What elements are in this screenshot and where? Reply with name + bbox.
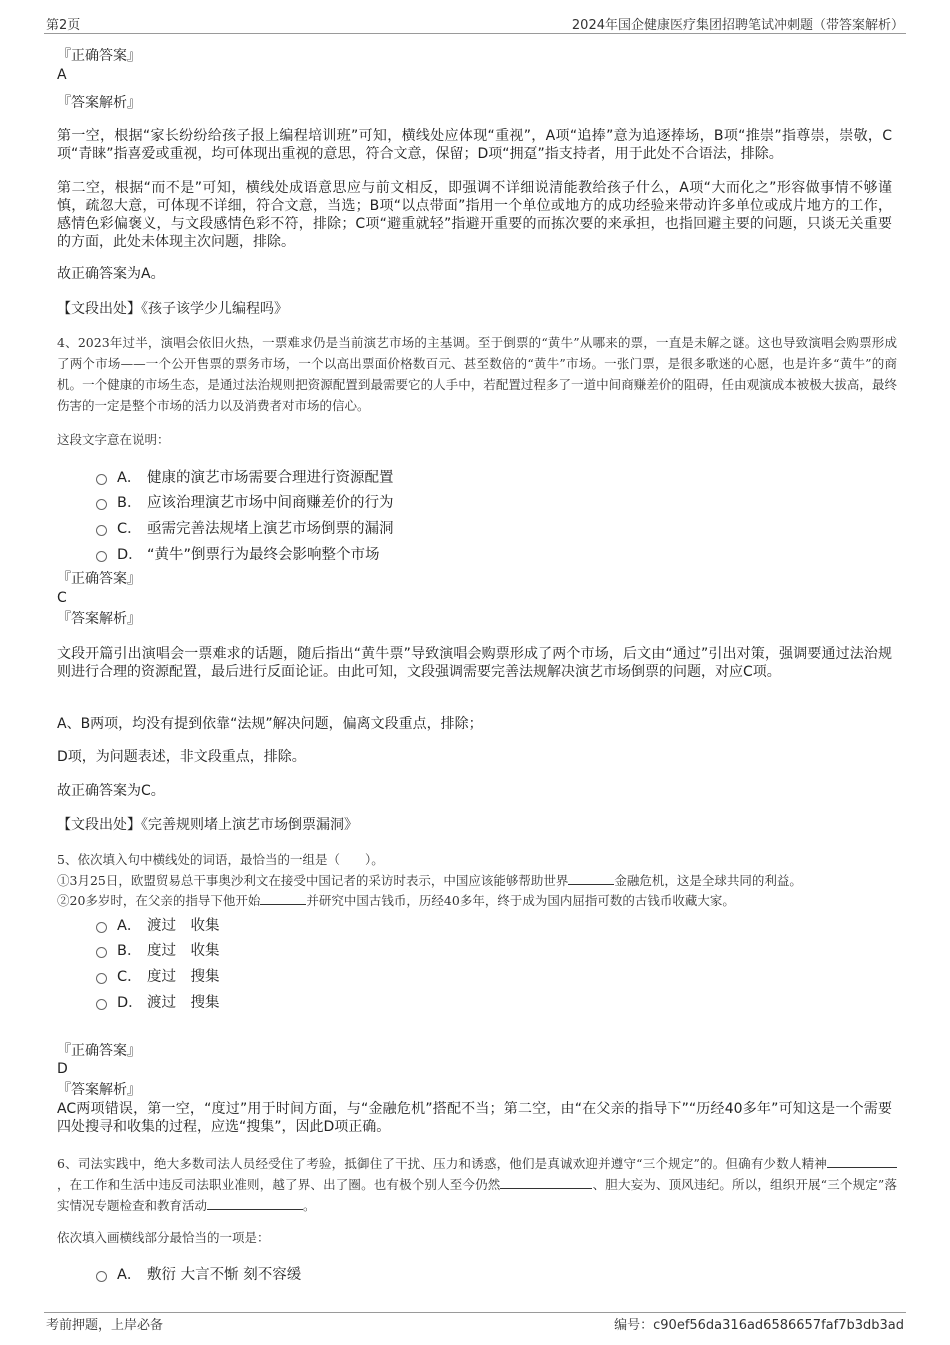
q4-option-b[interactable]: B． 应该治理演艺市场中间商赚差价的行为 <box>96 491 394 512</box>
q3-conclusion: 故正确答案为A。 <box>57 266 165 282</box>
q4-analysis-p2: A、B两项，均没有提到依靠“法规”解决问题，偏离文段重点，排除； <box>57 716 483 732</box>
q4-prompt: 这段文字意在说明： <box>57 432 170 447</box>
radio-icon[interactable] <box>96 525 107 536</box>
q5-analysis-label: 『答案解析』 <box>57 1082 141 1098</box>
radio-icon[interactable] <box>96 551 107 562</box>
q5-sentence-1: ①3月25日，欧盟贸易总干事奥沙利文在接受中国记者的采访时表示，中国应该能够帮助世界 金融危机，这是全球共同的利益。 <box>57 873 802 888</box>
blank-line <box>568 872 614 885</box>
blank-line <box>260 892 306 905</box>
document-id: 编号：c90ef56da316ad6586657faf7b3db3ad <box>614 1318 904 1333</box>
radio-icon[interactable] <box>96 474 107 485</box>
q4-answer: C <box>57 590 67 606</box>
q4-stem: 4、2023年过半，演唱会依旧火热，一票难求仍是当前演艺市场的主基调。至于倒票的“黄牛”从哪来的票，一直是未解之谜。这也导致演唱会购票形成了两个市场——一个公开售票的票务市场，一个以高出票面价格数百元、甚至数倍的“黄牛”市场。一张门票，是很多歌迷的心愿，也是许多“黄牛”的商机。一个健康的市场生态，是通过法治规则把资源配置到最需要它的人手中，若配置过程多了一道中间商赚差价的阻碍，任由观演成本被极大拔高，最终伤害的一定是整个市场的活力以及消费者对市场的信心。 <box>57 335 897 413</box>
q4-analysis-label: 『答案解析』 <box>57 611 141 627</box>
radio-icon[interactable] <box>96 973 107 984</box>
radio-icon[interactable] <box>96 499 107 510</box>
document-title: 2024年国企健康医疗集团招聘笔试冲刺题（带答案解析） <box>571 18 904 33</box>
q4-answer-label: 『正确答案』 <box>57 571 141 587</box>
radio-icon[interactable] <box>96 922 107 933</box>
q5-answer: D <box>57 1061 68 1077</box>
q5-sentence-2: ②20多岁时，在父亲的指导下他开始 并研究中国古钱币，历经40多年，终于成为国内屈指可数的古钱币收藏大家。 <box>57 893 735 908</box>
blank-line <box>827 1155 897 1168</box>
q5-option-a[interactable]: A． 渡过 收集 <box>96 914 220 935</box>
q4-analysis-p3: D项，为问题表述，非文段重点，排除。 <box>57 749 306 765</box>
radio-icon[interactable] <box>96 999 107 1010</box>
page-number: 第2页 <box>46 18 81 33</box>
header-divider <box>44 33 906 34</box>
footer-divider <box>44 1312 906 1313</box>
q5-answer-label: 『正确答案』 <box>57 1043 141 1059</box>
q4-option-c[interactable]: C． 亟需完善法规堵上演艺市场倒票的漏洞 <box>96 517 394 538</box>
q5-option-d[interactable]: D． 渡过 搜集 <box>96 991 220 1012</box>
q6-stem: 6、司法实践中，绝大多数司法人员经受住了考验，抵御住了干扰、压力和诱惑，他们是真诚欢迎并遵守“三个规定”的。但确有少数人精神，在工作和生活中违反司法职业准则，越了界、出了圈。也有极个别人至今仍然 、胆大妄为、顶风违纪。所以，组织开展“三个规定”落实情况专题检查和教育活动 。 <box>57 1156 897 1213</box>
q5-stem: 5、依次填入句中横线处的词语，最恰当的一组是（ ）。 <box>57 852 384 867</box>
q4-analysis-p1: 文段开篇引出演唱会一票难求的话题，随后指出“黄牛票”导致演唱会购票形成了两个市场，后文由“通过”引出对策，强调要通过法治规则进行合理的资源配置，最后进行反面论证。由此可知，文段强调需要完善法规解决演艺市场倒票的问题，对应C项。 <box>57 646 892 680</box>
q3-source: 【文段出处】《孩子该学少儿编程吗》 <box>57 301 288 317</box>
q3-analysis-p2: 第二空，根据“而不是”可知，横线处成语意思应与前文相反，即强调不详细说清能教给孩子什么，A项“大而化之”形容做事情不够谨慎，疏忽大意，可体现不详细，符合文意，当选；B项“以点带面”指用一个单位或地方的成功经验来带动许多单位或成片地方的工作，感情色彩偏褒义，与文段感情色彩不符，排除；C项“避重就轻”指避开重要的而拣次要的来承担，也指回避主要的问题，只谈无关重要的方面，此处未体现主次问题，排除。 <box>57 180 892 250</box>
radio-icon[interactable] <box>96 947 107 958</box>
q5-analysis: AC两项错误，第一空，“度过”用于时间方面，与“金融危机”搭配不当；第二空，由“在父亲的指导下”“历经40多年”可知这是一个需要四处搜寻和收集的过程，应选“搜集”，因此D项正确。 <box>57 1101 892 1135</box>
q3-analysis-p1: 第一空，根据“家长纷纷给孩子报上编程培训班”可知，横线处应体现“重视”，A项“追捧”意为追逐捧场，B项“推崇”指尊崇，崇敬，C项“青睐”指喜爱或重视，均可体现出重视的意思，符合文意，保留；D项“拥趸”指支持者，用于此处不合语法，排除。 <box>57 128 892 162</box>
q5-option-b[interactable]: B． 度过 收集 <box>96 939 220 960</box>
q6-option-a[interactable]: A． 敷衍 大言不惭 刻不容缓 <box>96 1263 301 1284</box>
q3-analysis-label: 『答案解析』 <box>57 95 141 111</box>
q3-answer: A <box>57 67 67 83</box>
q4-option-a[interactable]: A． 健康的演艺市场需要合理进行资源配置 <box>96 466 394 487</box>
q5-option-c[interactable]: C． 度过 搜集 <box>96 965 220 986</box>
q4-source: 【文段出处】《完善规则堵上演艺市场倒票漏洞》 <box>57 817 358 833</box>
q3-answer-label: 『正确答案』 <box>57 48 141 64</box>
footer-slogan: 考前押题，上岸必备 <box>46 1318 164 1333</box>
blank-line <box>207 1197 303 1210</box>
q4-option-d[interactable]: D． “黄牛”倒票行为最终会影响整个市场 <box>96 543 380 564</box>
q6-prompt: 依次填入画横线部分最恰当的一项是： <box>57 1230 270 1245</box>
blank-line <box>500 1176 592 1189</box>
q4-conclusion: 故正确答案为C。 <box>57 783 165 799</box>
radio-icon[interactable] <box>96 1271 107 1282</box>
